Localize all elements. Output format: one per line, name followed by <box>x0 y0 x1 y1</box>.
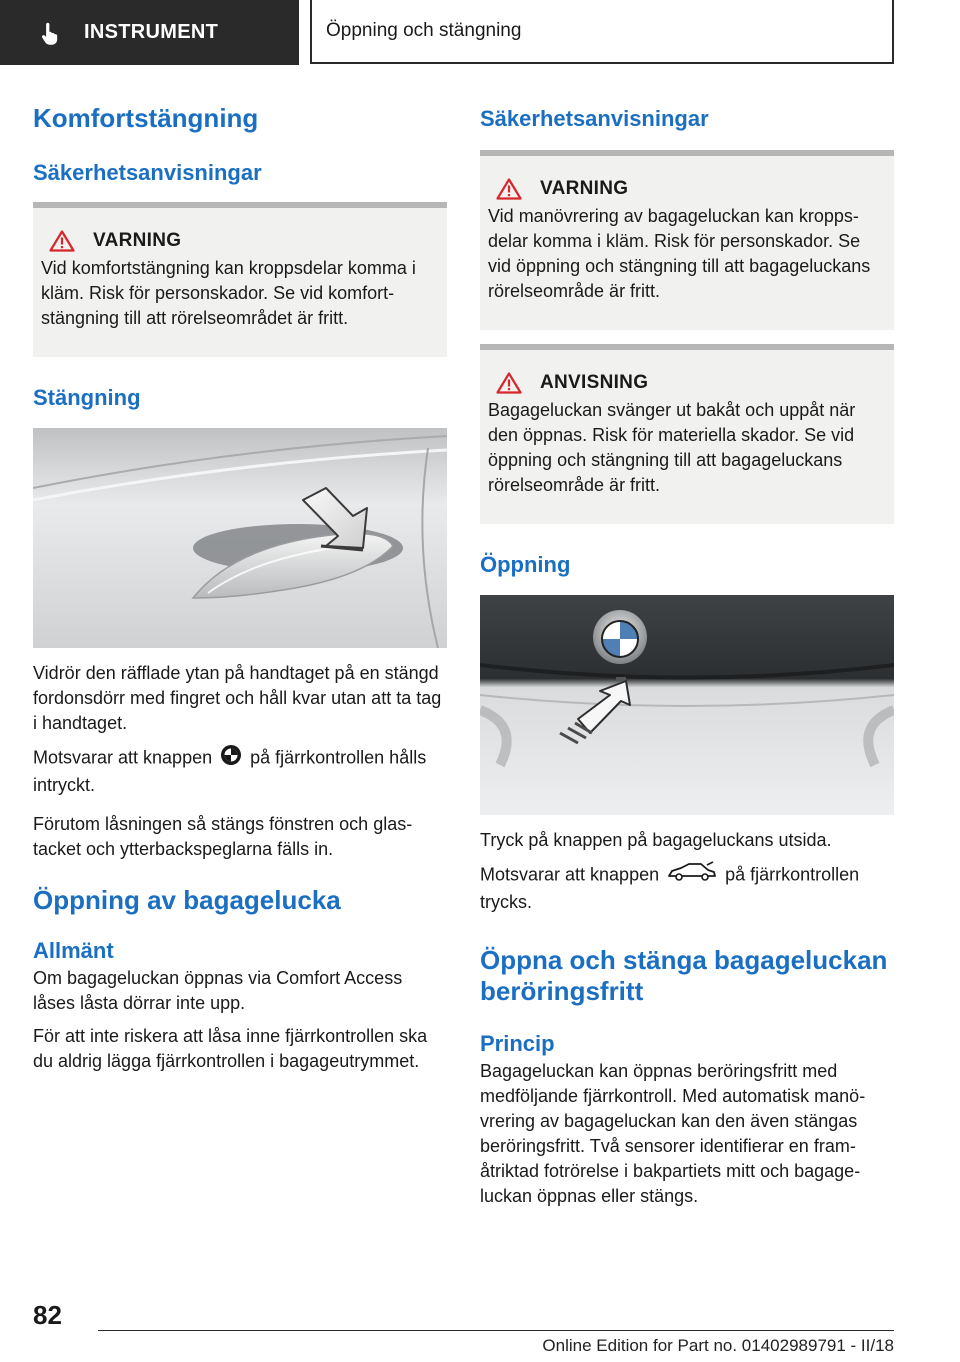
remote-text-pre: Motsvarar att knappen <box>480 864 660 885</box>
heading-safety-right: Säkerhetsanvisningar <box>480 106 709 131</box>
principle-text: Bagageluckan kan öppnas beröringsfritt med medföljande fjärrkontroll. Med automatisk manövrering av bagageluckan kan den även stängas beröringsfritt. Två sensorer identifierar en framåtriktad fotrörelse i bakpartiets mitt och bagageluckan öppnas eller stängs. <box>480 1061 866 1207</box>
windows-text: Förutom låsningen så stängs fönstren och glastacket och ytterbackspeglarna fälls in. <box>33 813 413 859</box>
heading-general: Allmänt <box>33 937 114 963</box>
warning-text: Vid komfortstängning kan kroppsdelar komma i kläm. Risk för personskador. Se vid komfortstängning till att rörelseområdet är fritt. <box>41 258 416 329</box>
warning-triangle-icon <box>49 230 75 252</box>
car-trunk-button-icon <box>667 861 717 890</box>
notice-text: Bagageluckan svänger ut bakåt och uppåt när den öppnas. Risk för materiella skador. Se vid öppning och stängning till att bagageluckans rörelseområde är fritt. <box>488 400 856 496</box>
heading-opening: Öppning <box>480 552 571 578</box>
heading-closing: Stängning <box>33 385 141 411</box>
footer-edition: Online Edition for Part no. 01402989791 - II/18 <box>542 1336 894 1355</box>
remote-text-pre: Motsvarar att knappen <box>33 746 213 767</box>
section-tab <box>0 0 299 65</box>
general-text-2: För att inte riskera att låsa inne fjärrkontrollen ska du aldrig lägga fjärrkontrollen i bagageutrymmet. <box>33 1025 428 1071</box>
closing-text: Vidrör den räfflade ytan på handtaget på en stängd fordonsdörr med fingret och håll kvar utan att ta tag i handtaget. <box>33 662 442 733</box>
heading-safety: Säkerhetsanvisningar <box>33 159 262 185</box>
warning-box-right <box>480 150 894 330</box>
door-handle-photo <box>33 428 447 648</box>
warning-box <box>33 202 447 357</box>
footer-divider <box>98 1330 894 1331</box>
notice-title: ANVISNING <box>540 372 649 394</box>
hand-pointer-icon <box>38 20 64 46</box>
heading-touchless: Öppna och stänga bagageluckan beröringsfritt <box>480 944 888 1006</box>
bmw-lock-button-icon <box>220 744 242 773</box>
warning-title: VARNING <box>93 230 182 252</box>
trunk-button-photo <box>480 595 894 815</box>
page-title: Öppning och stängning <box>310 0 894 64</box>
caution-triangle-icon <box>496 372 522 394</box>
warning-text: Vid manövrering av bagageluckan kan kroppsdelar komma i kläm. Risk för personskador. Se vid öppning och stängning till att bagageluckans rörelseområde är fritt. <box>488 206 871 302</box>
notice-box <box>480 344 894 524</box>
right-column <box>480 100 894 1209</box>
opening-text: Tryck på knappen på bagageluckans utsida. <box>480 829 832 850</box>
warning-title: VARNING <box>540 178 629 200</box>
section-label: INSTRUMENT <box>84 21 219 43</box>
general-text-1: Om bagageluckan öppnas via Comfort Access låses låsta dörrar inte upp. <box>33 967 403 1013</box>
heading-trunk-opening: Öppning av bagagelucka <box>33 884 341 915</box>
heading-komfortstangning: Komfortstängning <box>33 103 259 133</box>
left-column <box>33 100 447 1074</box>
warning-triangle-icon <box>496 178 522 200</box>
remote-text-right <box>480 861 894 915</box>
heading-principle: Princip <box>480 1030 555 1056</box>
remote-text-post: på fjärrkontrollen trycks. <box>480 864 860 912</box>
page-number: 82 <box>33 1300 62 1330</box>
remote-text-post: på fjärrkontrollen hålls intryckt. <box>33 746 427 795</box>
remote-text <box>33 744 447 798</box>
